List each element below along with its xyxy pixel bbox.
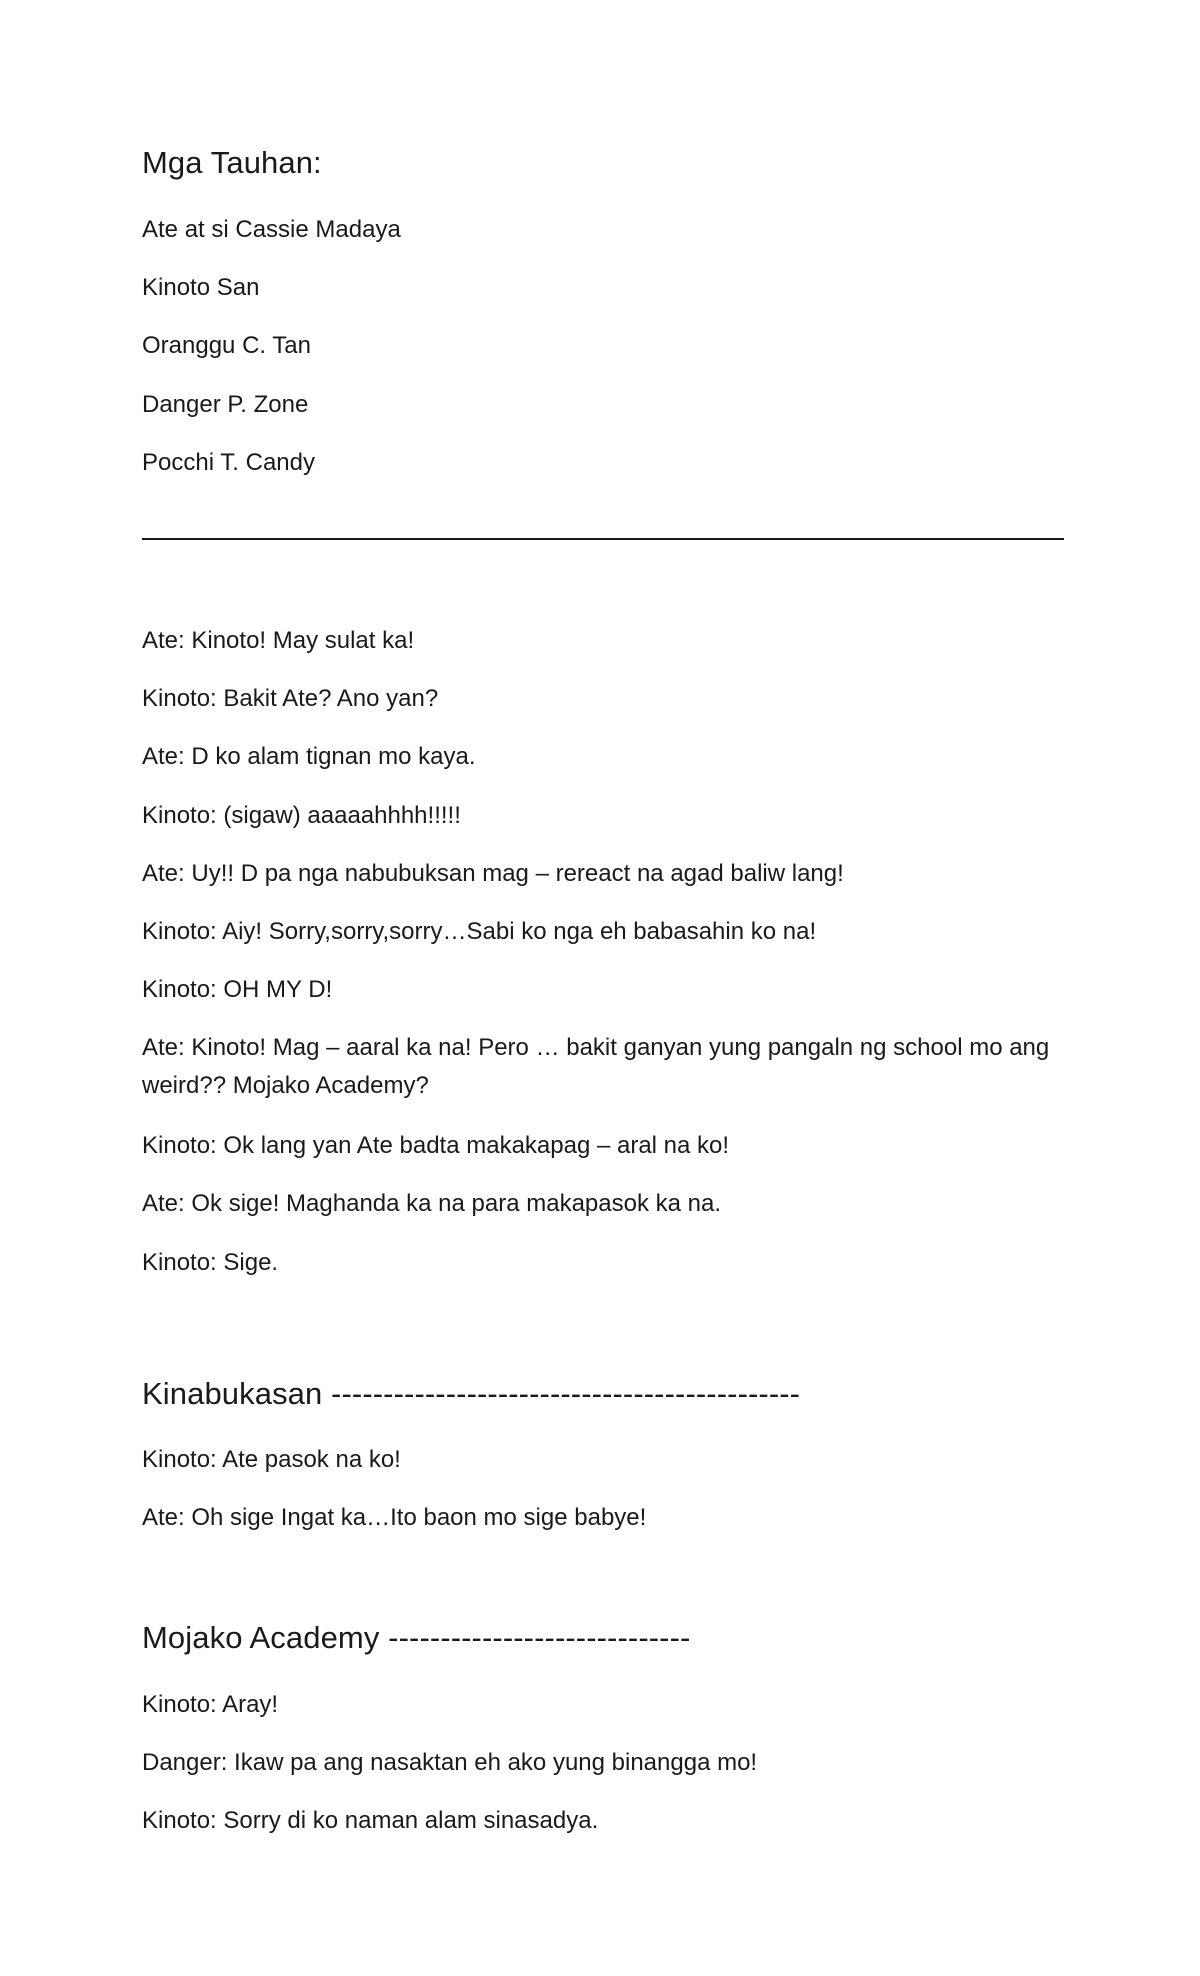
dialogue-line: Kinoto: Aray! bbox=[142, 1691, 279, 1718]
dialogue-line: Kinoto: Aiy! Sorry,sorry,sorry…Sabi ko nga eh babasahin ko na! bbox=[142, 918, 817, 945]
dialogue-line: Ate: D ko alam tignan mo kaya. bbox=[142, 743, 476, 770]
character-item: Pocchi T. Candy bbox=[142, 449, 315, 476]
dialogue-line: Ate: Kinoto! May sulat ka! bbox=[142, 627, 415, 654]
characters-heading: Mga Tauhan: bbox=[142, 145, 322, 180]
character-item: Kinoto San bbox=[142, 274, 260, 301]
dialogue-line: Kinoto: Sige. bbox=[142, 1249, 279, 1276]
dialogue-line: Ate: Uy!! D pa nga nabubuksan mag – rereact na agad baliw lang! bbox=[142, 860, 844, 887]
dialogue-line: Ate: Ok sige! Maghanda ka na para makapasok ka na. bbox=[142, 1190, 722, 1217]
character-item: Danger P. Zone bbox=[142, 391, 309, 418]
dialogue-line: Kinoto: Sorry di ko naman alam sinasadya. bbox=[142, 1807, 599, 1834]
dialogue-line: Kinoto: Ok lang yan Ate badta makakapag – aral na ko! bbox=[142, 1132, 730, 1159]
dialogue-line: Kinoto: Ate pasok na ko! bbox=[142, 1446, 401, 1473]
dialogue-line: Danger: Ikaw pa ang nasaktan eh ako yung binangga mo! bbox=[142, 1749, 758, 1776]
dialogue-line: Kinoto: Bakit Ate? Ano yan? bbox=[142, 685, 439, 712]
dialogue-line: Ate: Kinoto! Mag – aaral ka na! Pero … bakit ganyan yung pangaln ng school mo ang weird?? Mojako Academy? bbox=[142, 1034, 1050, 1099]
dialogue-line: Kinoto: OH MY D! bbox=[142, 976, 333, 1003]
scene-heading-mojako-academy: Mojako Academy ----------------------------- bbox=[142, 1620, 691, 1655]
section-divider bbox=[142, 538, 1064, 540]
character-item: Ate at si Cassie Madaya bbox=[142, 216, 401, 243]
dialogue-line: Ate: Oh sige Ingat ka…Ito baon mo sige babye! bbox=[142, 1504, 647, 1531]
scene-heading-kinabukasan: Kinabukasan --------------------------------------------- bbox=[142, 1376, 801, 1411]
character-item: Oranggu C. Tan bbox=[142, 332, 311, 359]
dialogue-line: Kinoto: (sigaw) aaaaahhhh!!!!! bbox=[142, 802, 461, 829]
